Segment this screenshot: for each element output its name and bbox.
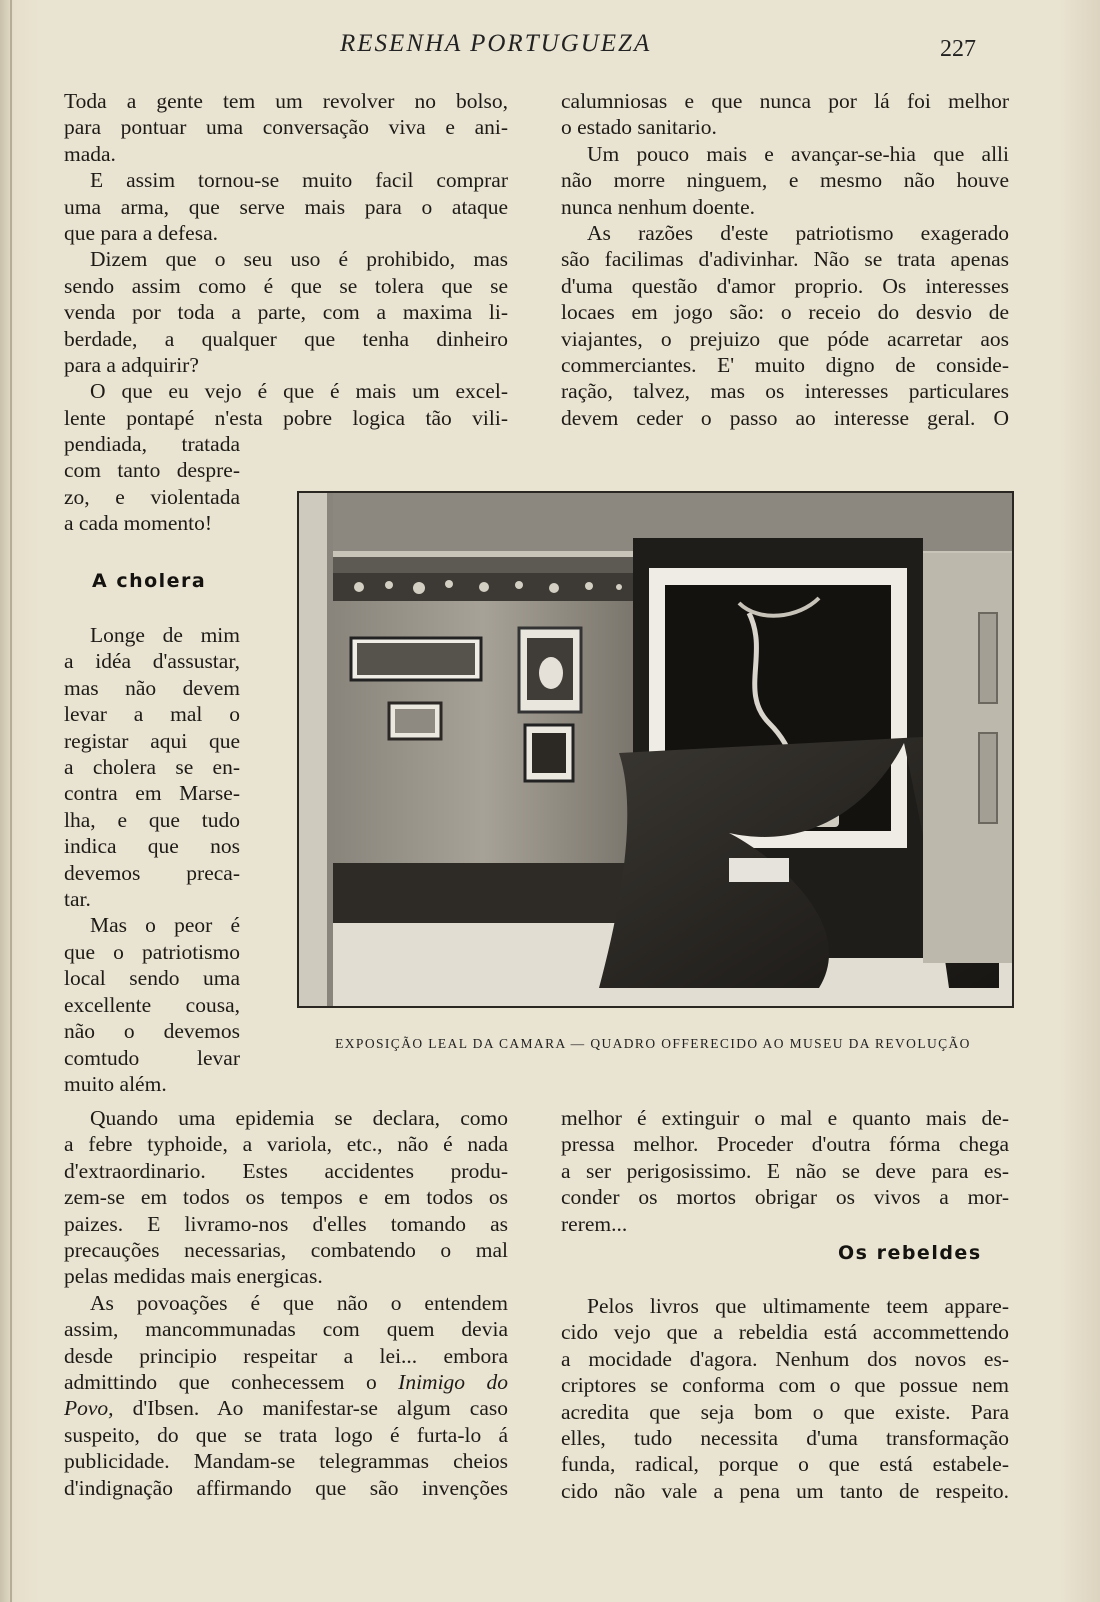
section-heading-rebeldes: Os rebeldes (838, 1242, 982, 1264)
text-line: berdade, a qualquer que tenha dinheiro (64, 326, 508, 351)
left-column-bottom (64, 1105, 508, 1501)
text-line: zo, e violentada (64, 484, 240, 509)
text-line: nunca nenhum doente. (561, 194, 756, 219)
text-line: devem ceder o passo ao interesse geral. O (561, 405, 1009, 430)
text-line: criptores se conforma com o que possue nem (561, 1373, 1009, 1398)
binding-gutter (10, 0, 12, 1602)
text-line: a idéa d'assustar, (64, 649, 240, 674)
text-line: d'extraordinario. Estes accidentes produ- (64, 1158, 508, 1183)
text-line: Um pouco mais e avançar-se-hia que alli (587, 141, 1009, 166)
text-line-with-italic (64, 1369, 508, 1395)
text-line: assim, mancommunadas com quem devia (64, 1317, 508, 1342)
cholera-column (64, 622, 240, 1097)
text-line: locaes em jogo são: o receio do desvio de (561, 300, 1009, 325)
text-line: ração, talvez, mas os interesses particulares (561, 379, 1009, 404)
text-line: publicidade. Mandam-se telegrammas cheios (64, 1449, 508, 1474)
text-line: lente pontapé n'esta pobre logica tão vili- (64, 405, 508, 430)
text-line: local sendo uma (64, 966, 240, 991)
text-line: uma arma, que serve mais para o ataque (64, 194, 508, 219)
text-line: d'indignação affirmando que são invenções (64, 1475, 508, 1500)
text-line: suspeito, do que se trata logo é furta-lo á (64, 1422, 508, 1447)
text-line: Pelos livros que ultimamente teem appare- (587, 1294, 1009, 1318)
text-line: o estado sanitario. (561, 115, 717, 140)
text-line: com tanto despre- (64, 458, 240, 483)
text-segment: d'Ibsen. Ao manifestar-se algum caso (132, 1396, 508, 1421)
text-line: pendiada, tratada (64, 432, 240, 456)
text-line: não o devemos (64, 1019, 240, 1044)
text-line: venda por toda a parte, com a maxima li- (64, 300, 508, 325)
text-line: a cholera se en- (64, 755, 240, 780)
text-line: acredita que seja bom o que existe. Para (561, 1399, 1009, 1424)
text-line: muito além. (64, 1071, 167, 1096)
left-column-top (64, 88, 508, 431)
text-line: precauções necessarias, combatendo o mal (64, 1238, 508, 1263)
text-line: commerciantes. E' muito digno de conside- (561, 353, 1009, 378)
text-line: pelas medidas mais energicas. (64, 1264, 323, 1289)
running-title: RESENHA PORTUGUEZA (340, 30, 652, 57)
text-line: tar. (64, 887, 91, 912)
text-line: contra em Marse- (64, 781, 240, 806)
text-line-with-italic (64, 1395, 508, 1421)
text-line: comtudo levar (64, 1045, 240, 1070)
text-line: lha, e que tudo (64, 807, 240, 832)
text-line: Mas o peor é (90, 913, 240, 938)
text-line: funda, radical, porque o que está estabele- (561, 1452, 1009, 1477)
text-line: cido vejo que a rebeldia está accommettendo (561, 1320, 1009, 1345)
text-line: a febre typhoide, a variola, etc., não é nada (64, 1132, 508, 1157)
text-line: Dizem que o seu uso é prohibido, mas (90, 247, 508, 272)
text-line: rerem... (561, 1211, 628, 1236)
text-line: pressa melhor. Proceder d'outra fórma chega (561, 1132, 1009, 1157)
text-line: mada. (64, 141, 116, 166)
text-line: viajantes, o prejuizo que póde acarretar aos (561, 326, 1009, 351)
text-line: devemos preca- (64, 860, 240, 885)
text-line: indica que nos (64, 834, 240, 859)
page-number: 227 (940, 36, 976, 62)
text-line: Toda a gente tem um revolver no bolso, (64, 89, 508, 113)
right-column-bottom (561, 1105, 1009, 1237)
text-line: O que eu vejo é que é mais um excel- (90, 379, 508, 404)
text-line: registar aqui que (64, 728, 240, 753)
text-line: Quando uma epidemia se declara, como (90, 1106, 508, 1130)
text-line: levar a mal o (64, 702, 240, 727)
text-line: cido não vale a pena um tanto de respeito. (561, 1478, 1009, 1503)
text-line: zem-se em todos os tempos e em todos os (64, 1185, 508, 1210)
text-line: As povoações é que não o entendem (90, 1290, 508, 1315)
text-line: calumniosas e que nunca por lá foi melhor (561, 89, 1009, 113)
text-line: não morre ninguem, e mesmo não houve (561, 168, 1009, 193)
rebeldes-column (561, 1293, 1009, 1504)
left-column-narrow (64, 431, 240, 537)
exhibition-photograph (297, 491, 1014, 1008)
text-line: sendo assim como é que se tolera que se (64, 273, 508, 298)
text-line: a ser perigosissimo. E não se deve para es- (561, 1158, 1009, 1183)
text-line: são facilimas d'adivinhar. Não se trata apenas (561, 247, 1009, 272)
text-line: para a adquirir? (64, 353, 199, 378)
text-line: que o patriotismo (64, 939, 240, 964)
text-line: que para a defesa. (64, 221, 218, 246)
text-line: a cada momento! (64, 511, 213, 536)
exhibition-photo-illustration (299, 493, 1012, 1006)
text-line: para pontuar uma conversação viva e ani- (64, 115, 508, 140)
text-line: conder os mortos obrigar os vivos a mor- (561, 1185, 1009, 1210)
book-title-italic: Povo, (64, 1396, 114, 1421)
figure-caption: EXPOSIÇÃO LEAL DA CAMARA — QUADRO OFFERECIDO AO MUSEU DA REVOLUÇÃO (335, 1036, 971, 1051)
text-line: As razões d'este patriotismo exagerado (587, 221, 1009, 246)
text-line: mas não devem (64, 675, 240, 700)
text-line: E assim tornou-se muito facil comprar (90, 168, 508, 193)
right-column-top (561, 88, 1009, 431)
text-line: melhor é extinguir o mal e quanto mais de- (561, 1106, 1009, 1130)
section-heading-cholera: A cholera (92, 570, 207, 592)
text-line: paizes. E livramo-nos d'elles tomando as (64, 1211, 508, 1236)
book-title-italic: Inimigo do (398, 1370, 509, 1395)
text-line: desde principio respeitar a lei... embora (64, 1343, 508, 1368)
text-line: a mocidade d'agora. Nenhum dos novos es- (561, 1346, 1009, 1371)
text-segment: admittindo que conhecessem o (64, 1370, 377, 1395)
text-line: Longe de mim (90, 623, 240, 647)
text-line: elles, tudo necessita d'uma transformação (561, 1426, 1009, 1451)
text-line: excellente cousa, (64, 992, 240, 1017)
text-line: d'uma questão d'amor proprio. Os interesses (561, 273, 1009, 298)
